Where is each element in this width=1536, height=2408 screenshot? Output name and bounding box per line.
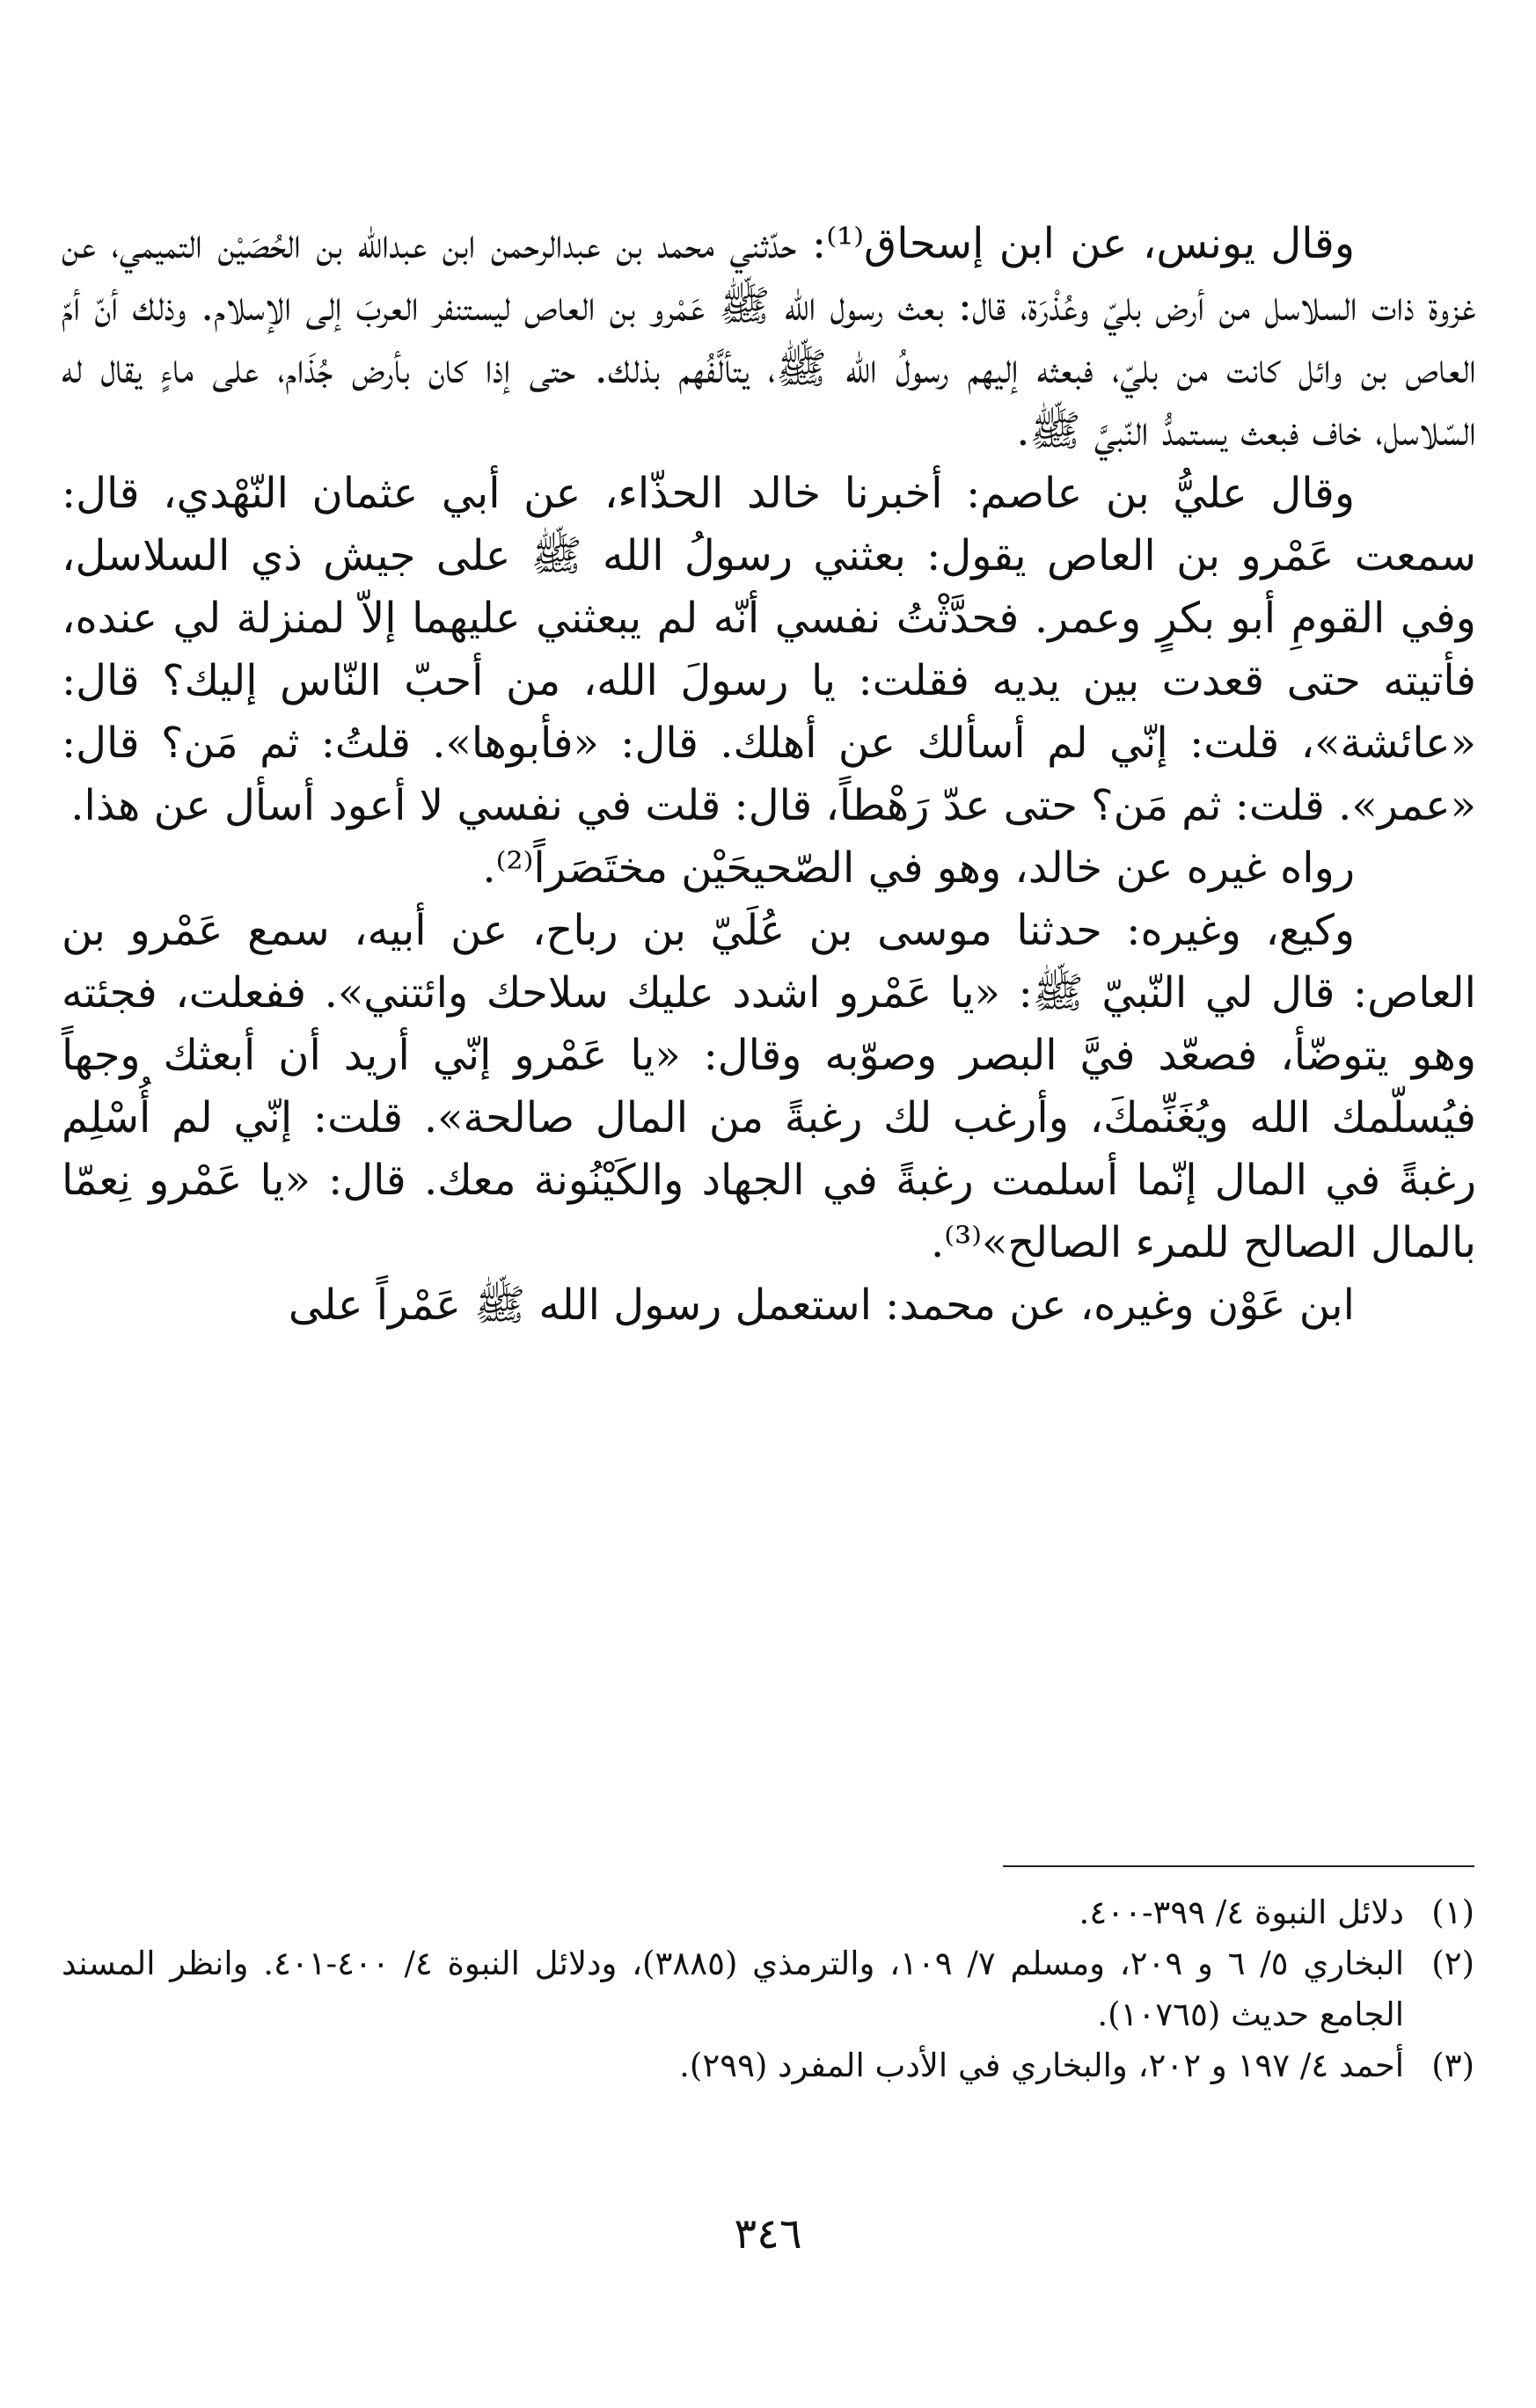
footnote-1 — [62, 1887, 1474, 1938]
footnote-2 — [62, 1938, 1474, 2040]
footnote-number: (٣) — [1431, 2047, 1474, 2084]
paragraph-5: ابن عَوْن وغيره، عن محمد: استعمل رسول الله ﷺ عَمْراً على — [288, 1281, 1355, 1330]
main-text — [62, 213, 1476, 1337]
footnote-text: البخاري ٥/ ٦ و ٢٠٩، ومسلم ٧/ ١٠٩، والترمذي (٣٨٨٥)، ودلائل النبوة ٤/ ٤٠٠-٤٠١. وانظر المسند الجامع حديث (١٠٧٦٥). — [62, 1945, 1404, 2033]
footnote-separator — [1003, 1865, 1474, 1867]
footnote-number: (٢) — [1431, 1945, 1474, 1982]
footnote-text: دلائل النبوة ٤/ ٣٩٩-٤٠٠. — [1079, 1894, 1404, 1931]
footnotes — [62, 1887, 1474, 2091]
paragraph-4: وكيع، وغيره: حدثنا موسى بن عُلَيّ بن رباح، عن أبيه، سمع عَمْرو بن العاص: قال لي النّبيّ ﷺ: «يا عَمْرو اشدد عليك سلاحك وائتني». ففعلت، فجئته وهو يتوضّأ، فصعّد فيَّ البصر وصوّبه وقال: «يا عَمْرو إنّي أريد أن أبعثك وجهاً فيُسلّمك الله ويُغَنِّمكَ، وأرغب لك رغبةً من المال صالحة». قلت: إنّي لم أُسْلِم رغبةً في المال إنّما أسلمت رغبةً في الجهاد والكَيْنُونة معك. قال: «يا عَمْرو نِعمّا بالمال الصالح للمرء الصالح»⁽³⁾. — [62, 906, 1476, 1267]
paragraph-3: رواه غيره عن خالد، وهو في الصّحيحَيْن مختَصَراً⁽²⁾. — [482, 843, 1355, 893]
footnote-text: أحمد ٤/ ١٩٧ و ٢٠٢، والبخاري في الأدب المفرد (٢٩٩). — [679, 2047, 1404, 2084]
paragraph-2: وقال عليُّ بن عاصم: أخبرنا خالد الحذّاء، عن أبي عثمان النّهْدي، قال: سمعت عَمْرو بن العاص يقول: بعثني رسولُ الله ﷺ على جيش ذي السلاسل، وفي القومِ أبو بكرٍ وعمر. فحدَّثْتُ نفسي أنّه لم يبعثني عليهما إلاّ لمنزلة لي عنده، فأتيته حتى قعدت بين يديه فقلت: يا رسولَ الله، من أحبّ النّاس إليك؟ قال: «عائشة»، قلت: إنّي لم أسألك عن أهلك. قال: «فأبوها». قلتُ: ثم مَن؟ قال: «عمر». قلت: ثم مَن؟ حتى عدّ رَهْطاً، قال: قلت في نفسي لا أعود أسأل عن هذا. — [62, 469, 1476, 830]
paragraph-1: وقال يونس، عن ابن إسحاق⁽¹⁾: حدّثني محمد بن عبدالرحمن ابن عبدالله بن الحُصَيْن التميمي، عن غزوة ذات السلاسل من أرض بليّ وعُذْرَة، قال: بعث رسول الله ﷺ عَمْرو بن العاص ليستنفر العربَ إلى الإسلام. وذلك أنّ أمّ العاص بن وائل كانت من بليّ، فبعثه إليهم رسولُ الله ﷺ، يتألَّفُهم بذلك. حتى إذا كان بأرض جُذَام، على ماءٍ يقال له السّلاسل، خاف فبعث يستمدُّ النّبيَّ ﷺ. — [62, 219, 1477, 456]
footnote-3 — [62, 2040, 1474, 2091]
page-number: ٣٤٦ — [734, 2209, 802, 2258]
footnote-number: (١) — [1431, 1894, 1474, 1931]
